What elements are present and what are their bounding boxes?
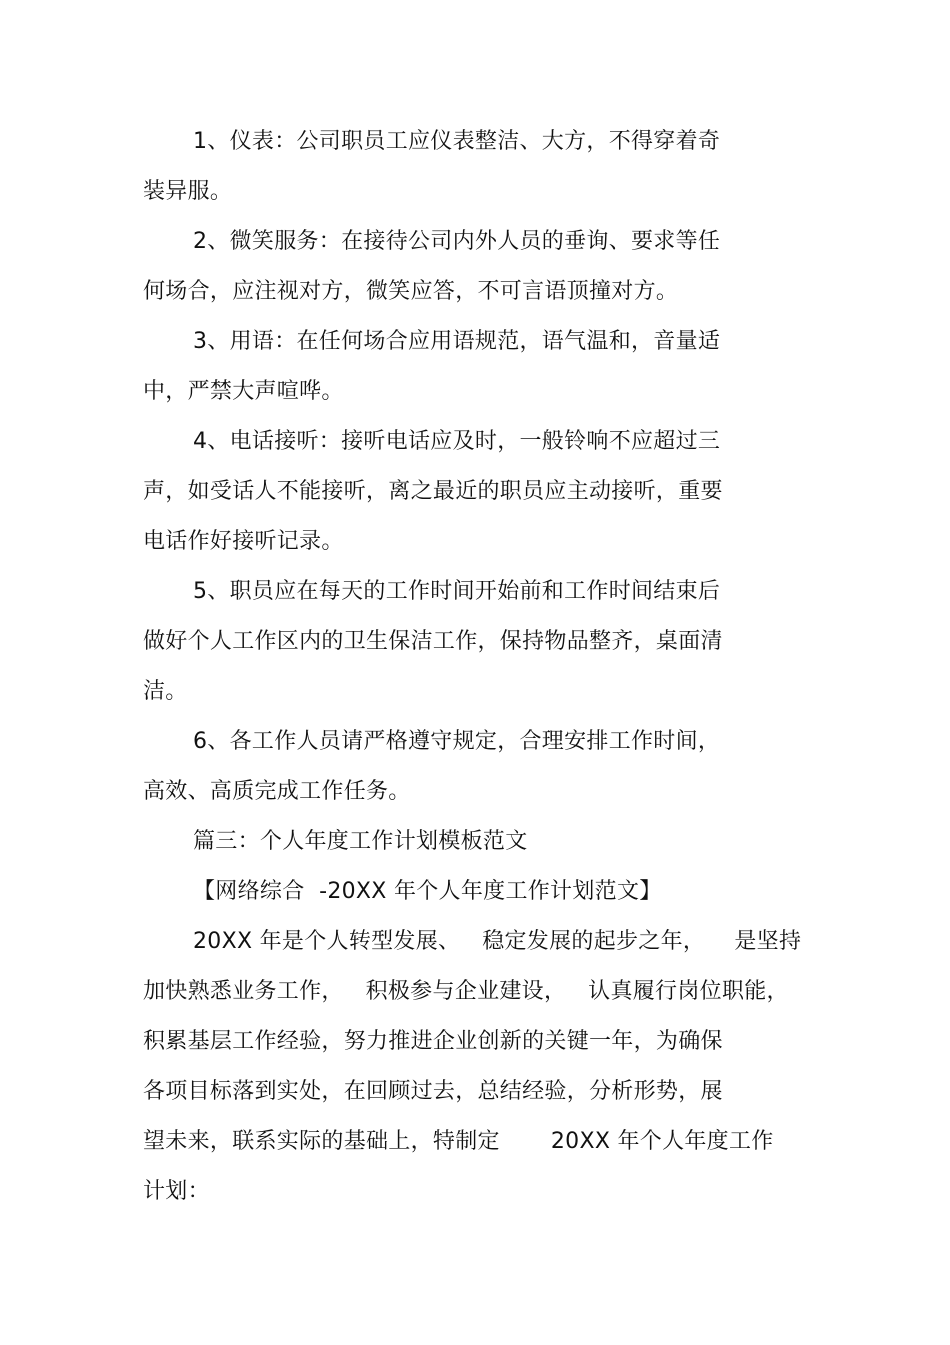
text-line: 中，严禁大声喧哗。 [143,379,344,404]
text-line: 洁。 [143,679,188,704]
text-line: 高效、高质完成工作任务。 [143,779,411,804]
text-line: 计划： [143,1179,210,1204]
text-line: 1、仪表：公司职员工应仪表整洁、大方，不得穿着奇 [193,129,721,154]
text-line: 3、用语：在任何场合应用语规范，语气温和，音量适 [193,329,721,354]
text-line: 声，如受话人不能接听，离之最近的职员应主动接听，重要 [143,479,723,504]
text-line: 望未来，联系实际的基础上，特制定 20XX 年个人年度工作 [143,1129,774,1154]
section-heading: 篇三：个人年度工作计划模板范文 [193,829,528,854]
text-line: 5、职员应在每天的工作时间开始前和工作时间结束后 [193,579,721,604]
text-line: 各项目标落到实处，在回顾过去，总结经验，分析形势，展 [143,1079,723,1104]
text-line: 何场合，应注视对方，微笑应答，不可言语顶撞对方。 [143,279,679,304]
text-line: 加快熟悉业务工作， 积极参与企业建设， 认真履行岗位职能， [143,979,789,1004]
text-line: 电话作好接听记录。 [143,529,344,554]
subtitle-line: 【网络综合 -20XX 年个人年度工作计划范文】 [193,879,662,904]
text-line: 做好个人工作区内的卫生保洁工作，保持物品整齐，桌面清 [143,629,723,654]
text-line: 装异服。 [143,179,233,204]
text-line: 积累基层工作经验，努力推进企业创新的关键一年，为确保 [143,1029,723,1054]
text-line: 6、各工作人员请严格遵守规定，合理安排工作时间， [193,729,721,754]
text-line: 4、电话接听：接听电话应及时，一般铃响不应超过三 [193,429,721,454]
text-line: 20XX 年是个人转型发展、 稳定发展的起步之年， 是坚持 [193,929,802,954]
text-line: 2、微笑服务：在接待公司内外人员的垂询、要求等任 [193,229,721,254]
